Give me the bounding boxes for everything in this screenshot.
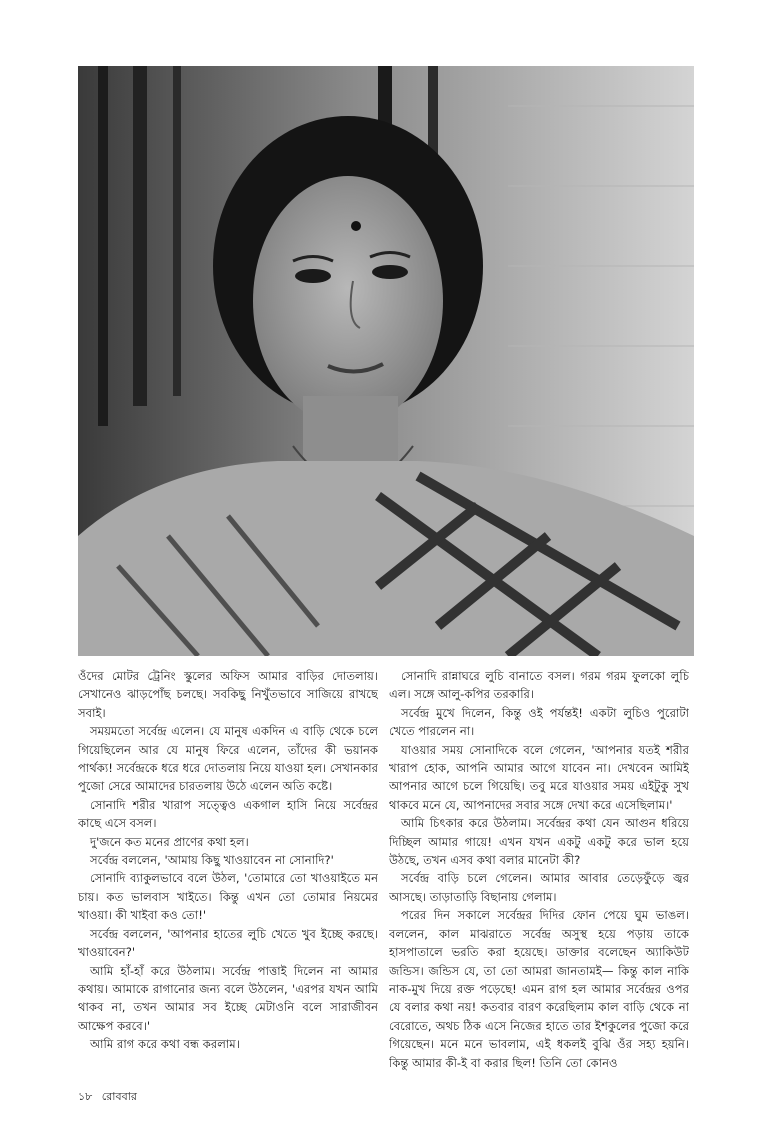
paragraph: আমি রাগ করে কথা বন্ধ করলাম। bbox=[90, 1037, 240, 1052]
paragraph: দু'জনে কত মনের প্রাণের কথা হল। bbox=[90, 834, 249, 849]
paragraph: সর্বেন্দ্র বললেন, 'আমায় কিছু খাওয়াবেন না সোনাদি?' bbox=[90, 853, 334, 868]
page-number: ১৮ bbox=[78, 1090, 93, 1103]
portrait-illustration bbox=[78, 66, 694, 656]
paragraph: আমি হাঁ-হাঁ করে উঠলাম। সর্বেন্দ্র পাত্তাই দিলেন না আমার কথায়। আমাকে রাগানোর জন্য বলে উঠলেন, 'এরপর যখন আমি থাকব না, তখন আমার সব ইচ্ছে মেটাওনি বলে সারাজীবন আক্ষেপ করবে।' bbox=[78, 963, 378, 1033]
paragraph: যাওয়ার সময় সোনাদিকে বলে গেলেন, 'আপনার যতই শরীর খারাপ হোক, আপনি আমার আগে যাবেন না। দেখবেন আমিই আপনার আগে চলে গিয়েছি। তবু মরে যাওয়ার সময় এইটুকু সুখ থাকবে মনে যে, আপনাদের সবার সঙ্গে দেখা করে এসেছিলাম।' bbox=[389, 742, 689, 812]
paragraph: সর্বেন্দ্র মুখে দিলেন, কিন্তু ওই পর্যন্তই! একটা লুচিও পুরোটা খেতে পারলেন না। bbox=[389, 705, 689, 739]
page-footer bbox=[78, 1088, 143, 1107]
portrait-photo bbox=[78, 66, 694, 656]
magazine-name: রোববার bbox=[101, 1090, 137, 1103]
paragraph: সর্বেন্দ্র বাড়ি চলে গেলেন। আমার আবার তেড়েফুঁড়ে জ্বর আসছে। তাড়াতাড়ি বিছানায় গেলাম। bbox=[389, 871, 689, 904]
paragraph: সর্বেন্দ্র বললেন, 'আপনার হাতের লুচি খেতে খুব ইচ্ছে করছে। খাওয়াবেন?' bbox=[78, 926, 378, 960]
paragraph: সময়মতো সর্বেন্দ্র এলেন। যে মানুষ একদিন এ বাড়ি থেকে চলে গিয়েছিলেন আর যে মানুষ ফিরে এলেন, তাঁদের কী ভয়ানক পার্থক্য! সর্বেন্দ্রকে ধরে ধরে দোতলায় নিয়ে যাওয়া হল। সেখানকার পুজো সেরে আমাদের চারতলায় উঠে এলেন অতি কষ্টে। bbox=[78, 724, 378, 794]
article-column-right bbox=[389, 667, 689, 1082]
article-column-left bbox=[78, 667, 378, 1082]
paragraph: সোনাদি শরীর খারাপ সত্ত্বেও একগাল হাসি নিয়ে সর্বেন্দ্রর কাছে এসে বসল। bbox=[78, 797, 378, 831]
paragraph: সোনাদি রান্নাঘরে লুচি বানাতে বসল। গরম গরম ফুলকো লুচি এল। সঙ্গে আলু-কপির তরকারি। bbox=[389, 669, 689, 702]
paragraph: ওঁদের মোটর ট্রেনিং স্কুলের অফিস আমার বাড়ির দোতলায়। সেখানেও ঝাড়পোঁছ চলছে। সবকিছু নিখুঁতভাবে সাজিয়ে রাখছে সবাই। bbox=[78, 669, 378, 720]
paragraph: সোনাদি ব্যাকুলভাবে বলে উঠল, 'তোমারে তো খাওয়াইতে মন চায়। কত ভালবাস খাইতে। কিন্তু এখন তো তোমার নিয়মের খাওয়া। কী খাইবা কও তো!' bbox=[78, 871, 378, 923]
paragraph: আমি চিৎকার করে উঠলাম। সর্বেন্দ্রর কথা যেন আগুন ধরিয়ে দিচ্ছিল আমার গায়ে! এখন যখন একটু একটু করে ভাল হয়ে উঠছে, তখন এসব কথা বলার মানেটা কী? bbox=[389, 816, 689, 868]
paragraph: পরের দিন সকালে সর্বেন্দ্রর দিদির ফোন পেয়ে ঘুম ভাঙল। বললেন, কাল মাঝরাতে সর্বেন্দ্র অসুস্থ হয়ে পড়ায় তাকে হাসপাতালে ভরতি করা হয়েছে। ডাক্তার বলেছেন অ্যাকিউট জন্ডিস। জন্ডিস যে, তা তো আমরা জানতামই— কিন্তু কাল নাকি নাক-মুখ দিয়ে রক্ত পড়েছে! এমন রাগ হল আমার সর্বেন্দ্রর ওপর যে বলার কথা নয়! কতবার বারণ করেছিলাম কাল বাড়ি থেকে না বেরোতে, অথচ ঠিক এসে নিজের হাতে তার ইশকুলের পুজো করে গিয়েছেন। মনে মনে ভাবলাম, এই ধকলই বুঝি ওঁর সহ্য হয়নি। কিন্তু আমার কী-ই বা করার ছিল! তিনি তো কোনও bbox=[389, 908, 689, 1070]
